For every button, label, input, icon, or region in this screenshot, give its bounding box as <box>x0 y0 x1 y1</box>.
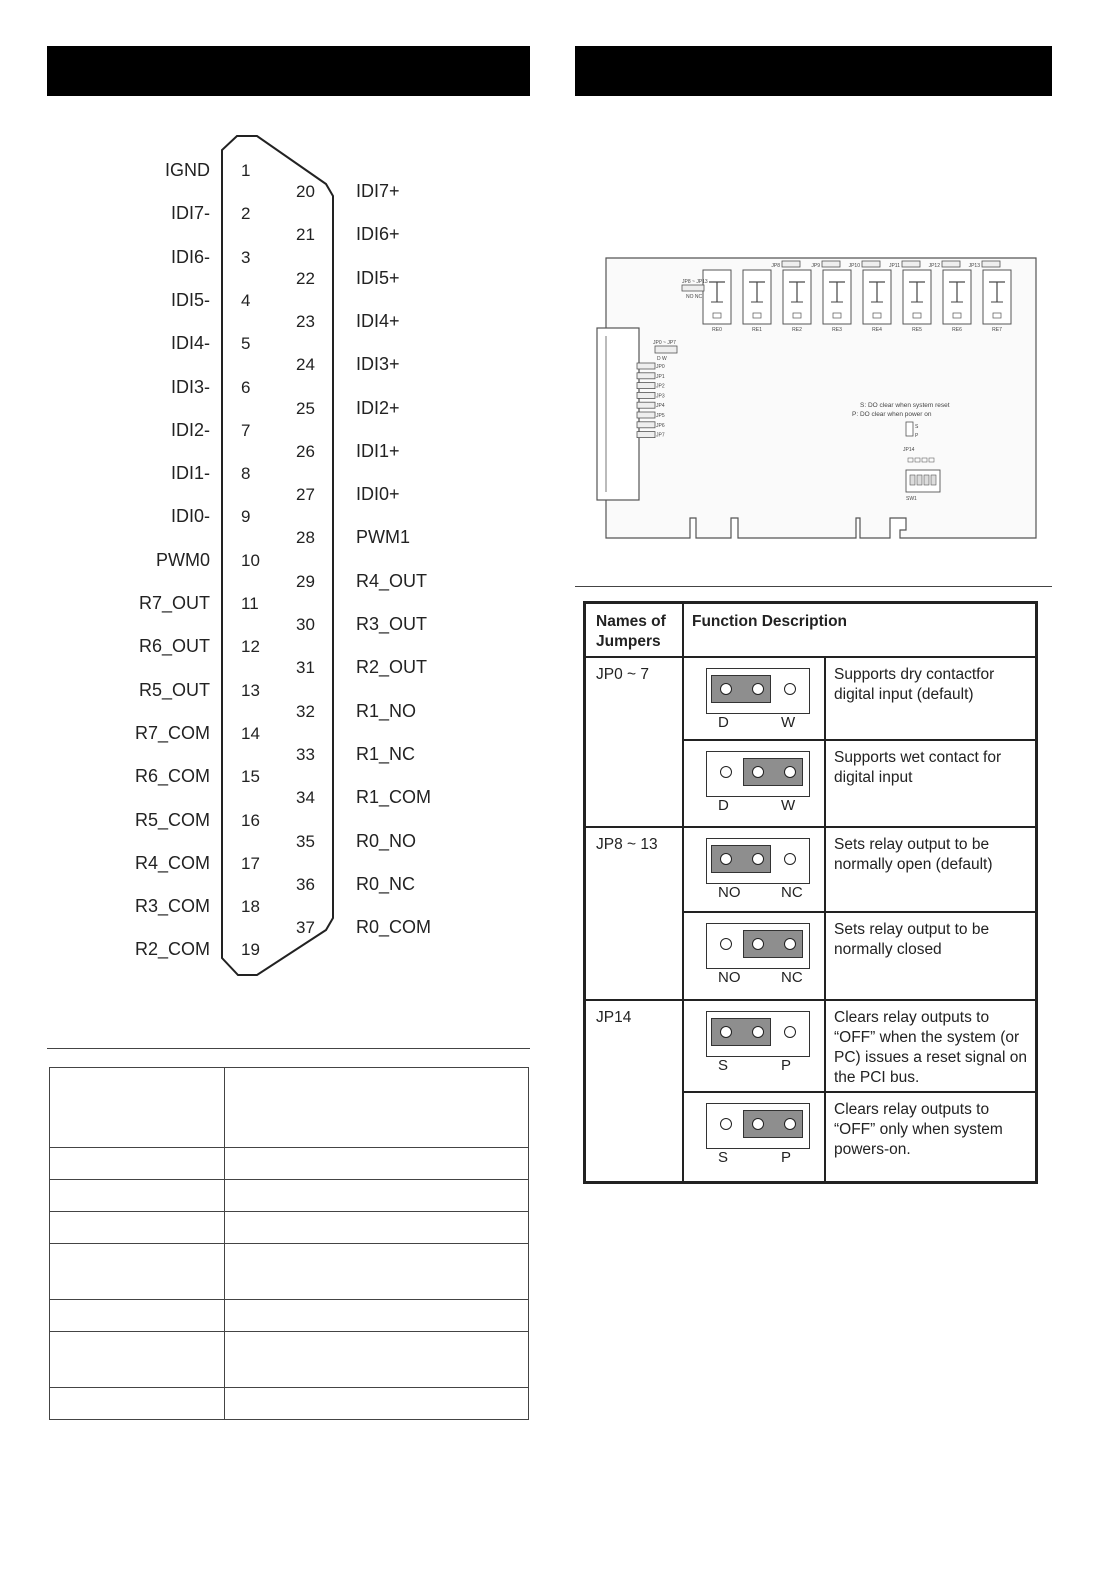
jumper-left-label: NO <box>718 969 741 986</box>
jp-group-left-label: JP0 ~ JP7 <box>653 340 676 346</box>
top-jumper-label: JP13 <box>968 263 980 269</box>
pin-number-right: 31 <box>296 658 315 678</box>
pin-signal-right: R1_NO <box>356 700 417 721</box>
jumper-pin-icon <box>752 1118 764 1130</box>
top-jumper-label: JP8 <box>771 263 780 269</box>
relay-label: RE6 <box>952 327 962 333</box>
jumper-settings-table <box>583 601 1038 1184</box>
left-jumper-label: JP0 <box>656 364 665 370</box>
board-note-reset: S: DO clear when system reset <box>860 402 950 409</box>
jp-group-top-label: JP8 ~ JP13 <box>682 279 708 285</box>
pin-number-left: 1 <box>241 161 251 180</box>
pin-number-right: 33 <box>296 744 315 764</box>
jumper-left-label: S <box>718 1149 729 1166</box>
pin-number-right: 27 <box>296 485 315 505</box>
left-jumper <box>637 402 665 409</box>
left-jumper-label: JP5 <box>656 413 665 419</box>
left-jumper-label: JP1 <box>656 373 665 380</box>
left-jumper <box>637 383 665 390</box>
relay-block <box>783 270 811 333</box>
pin-number-left: 10 <box>241 550 260 570</box>
pin-number-left: 14 <box>241 723 260 743</box>
pin-signal-right: R3_OUT <box>356 614 428 634</box>
pin-signal-left: IDI4- <box>170 333 210 354</box>
left-jumper <box>637 432 665 439</box>
pin-number-right: 34 <box>296 788 315 808</box>
pin-signal-left: R7_COM <box>134 722 210 743</box>
jumper-pin-icon <box>720 1118 732 1130</box>
pin-number-left: 9 <box>241 507 251 527</box>
pin-number-right: 32 <box>296 701 315 721</box>
jumper-left-label: S <box>718 1057 729 1074</box>
relay-label: RE1 <box>752 327 762 333</box>
desc-jp0-7-dry: Supports dry contactfor digital input (default) <box>834 666 995 703</box>
top-jumper-label: JP10 <box>848 263 860 269</box>
left-jumper <box>637 392 665 399</box>
jumper-right-label: W <box>781 797 796 814</box>
jumper-pin-icon <box>720 1026 732 1038</box>
pin-number-left: 3 <box>241 247 251 267</box>
pin-signal-left: IDI0- <box>170 506 210 527</box>
pin-signal-right: IDI5+ <box>356 267 400 288</box>
header-function-description: Function Description <box>692 613 847 630</box>
jumper-pin-icon <box>752 1026 764 1038</box>
desc-jp0-7-wet: Supports wet contact for digital input <box>834 749 1002 786</box>
pin-signal-left: R6_COM <box>134 766 210 787</box>
left-jumper-label: JP7 <box>656 432 665 439</box>
pin-number-left: 2 <box>241 204 251 224</box>
pin-signal-right: IDI0+ <box>356 484 400 505</box>
jumper-right-label: P <box>781 1057 792 1074</box>
pin-number-right: 30 <box>296 615 315 634</box>
pin-signal-right: R4_OUT <box>356 570 428 591</box>
relay-label: RE0 <box>712 327 722 333</box>
relay-label: RE7 <box>992 327 1002 333</box>
left-jumper-label: JP6 <box>656 422 665 429</box>
pin-signal-left: R5_OUT <box>138 679 210 700</box>
relay-label: RE4 <box>872 327 882 333</box>
jumper-pin-icon <box>784 938 796 950</box>
header-names-of-jumpers: Names of Jumpers <box>596 613 666 650</box>
pin-number-left: 12 <box>241 637 260 657</box>
jumper-pin-icon <box>784 683 796 695</box>
pin-signal-right: R0_COM <box>356 917 432 938</box>
pin-number-right: 36 <box>296 874 315 894</box>
pin-number-right: 35 <box>296 831 315 851</box>
jumper-pin-icon <box>784 1118 796 1130</box>
jumper-left-label: D <box>718 797 729 814</box>
jumper-right-label: NC <box>781 884 803 901</box>
sw1-label: SW1 <box>906 496 917 502</box>
left-jumper-label: JP2 <box>656 383 665 390</box>
jumper-right-label: NC <box>781 969 803 986</box>
relay-block <box>903 270 931 333</box>
jp14-s-label: S <box>915 424 919 430</box>
jumper-right-label: W <box>781 714 796 731</box>
pin-number-left: 4 <box>241 290 251 310</box>
jumper-pin-icon <box>752 683 764 695</box>
jumper-pin-icon <box>720 853 732 865</box>
jumper-pictogram <box>706 1011 810 1057</box>
pin-number-right: 37 <box>296 918 315 938</box>
pin-signal-left: IDI1- <box>170 463 210 484</box>
pin-signal-left: R2_COM <box>134 939 210 960</box>
pin-number-left: 18 <box>241 897 260 917</box>
db37-connector-outline <box>0 0 560 1000</box>
relay-label: RE2 <box>792 327 802 333</box>
left-jumper-label: JP4 <box>656 403 665 410</box>
pin-number-left: 6 <box>241 377 251 397</box>
left-section-divider <box>47 1048 530 1049</box>
pin-signal-right: IDI7+ <box>356 181 400 201</box>
pin-signal-left: IGND <box>165 160 210 180</box>
pin-number-right: 20 <box>296 182 315 201</box>
pin-signal-left: IDI7- <box>170 203 210 224</box>
pin-number-right: 21 <box>296 225 315 245</box>
pin-number-right: 22 <box>296 268 315 288</box>
pin-signal-left: IDI6- <box>170 246 210 267</box>
jumper-pin-icon <box>720 938 732 950</box>
pin-signal-left: PWM0 <box>156 549 210 570</box>
pin-signal-left: IDI2- <box>170 419 210 440</box>
jumper-pin-icon <box>720 766 732 778</box>
jumper-pin-icon <box>784 1026 796 1038</box>
pin-signal-right: IDI6+ <box>356 224 400 245</box>
jumper-pictogram <box>706 1103 810 1149</box>
left-jumper <box>637 412 665 419</box>
jp-group-top-sub: NO NC <box>686 294 703 300</box>
jp14-board-label: JP14 <box>903 447 915 453</box>
pin-number-left: 11 <box>241 594 259 613</box>
pin-number-right: 28 <box>296 528 315 548</box>
empty-spec-table <box>49 1067 529 1420</box>
board-note-power: P: DO clear when power on <box>852 411 932 418</box>
pin-signal-right: IDI1+ <box>356 440 400 461</box>
pin-signal-right: IDI4+ <box>356 310 400 331</box>
pin-number-right: 29 <box>296 571 315 591</box>
right-section-divider <box>575 586 1052 587</box>
pin-signal-right: IDI2+ <box>356 397 400 418</box>
group-name-jp0-7: JP0 ~ 7 <box>596 666 649 683</box>
pin-signal-left: IDI3- <box>170 376 210 397</box>
pin-number-left: 19 <box>241 940 260 960</box>
relay-label: RE5 <box>912 327 922 333</box>
pin-number-left: 7 <box>241 420 251 440</box>
pin-signal-left: R7_OUT <box>138 593 210 613</box>
jumper-pin-icon <box>752 766 764 778</box>
jumper-pin-icon <box>752 853 764 865</box>
jumper-pin-icon <box>784 853 796 865</box>
jumper-pin-icon <box>784 766 796 778</box>
pin-number-right: 25 <box>296 398 315 418</box>
left-jumper <box>637 422 665 429</box>
relay-block <box>863 270 891 333</box>
group-name-jp14: JP14 <box>596 1009 632 1026</box>
desc-jp8-13-open: Sets relay output to be normally open (default) <box>834 836 993 873</box>
jumper-pictogram <box>706 838 810 884</box>
group-name-jp8-13: JP8 ~ 13 <box>596 836 658 853</box>
desc-jp14-power: Clears relay outputs to “OFF” only when system powers-on. <box>834 1101 1003 1158</box>
right-section-header-bar <box>575 46 1052 96</box>
pin-signal-right: R0_NC <box>356 873 416 894</box>
pin-signal-right: R1_NC <box>356 743 416 764</box>
relay-block <box>743 270 771 333</box>
left-jumper <box>637 373 665 380</box>
pin-signal-left: R5_COM <box>134 809 210 830</box>
jumper-pictogram <box>706 751 810 797</box>
jumper-pictogram <box>706 923 810 969</box>
pin-signal-right: PWM1 <box>356 527 410 548</box>
relay-block <box>983 270 1011 333</box>
left-jumper <box>637 363 665 370</box>
pin-number-left: 13 <box>241 680 260 700</box>
relay-block <box>943 270 971 333</box>
jp14-p-label: P <box>915 433 919 439</box>
pin-signal-right: R2_OUT <box>356 657 428 678</box>
jumper-right-label: P <box>781 1149 792 1166</box>
board-layout-diagram <box>590 250 1050 550</box>
jumper-left-label: NO <box>718 884 741 901</box>
top-jumper-label: JP11 <box>888 263 900 269</box>
desc-jp14-reset: Clears relay outputs to “OFF” when the system (or PC) issues a reset signal on the PCI bus. <box>834 1009 1027 1086</box>
relay-block <box>823 270 851 333</box>
pin-number-left: 5 <box>241 334 251 354</box>
pin-signal-left: IDI5- <box>170 289 210 310</box>
jp-group-left-sub: D W <box>657 356 667 362</box>
pin-number-right: 23 <box>296 311 315 331</box>
pin-number-right: 26 <box>296 441 315 461</box>
pin-number-left: 17 <box>241 853 260 873</box>
top-jumper-label: JP9 <box>811 263 820 269</box>
pin-signal-right: R0_NO <box>356 830 417 851</box>
pin-number-left: 16 <box>241 810 260 830</box>
left-jumper-label: JP3 <box>656 393 665 400</box>
pin-signal-left: R4_COM <box>134 852 210 873</box>
jumper-pin-icon <box>720 683 732 695</box>
relay-label: RE3 <box>832 327 842 333</box>
top-jumper-label: JP12 <box>928 263 940 269</box>
pin-signal-left: R6_OUT <box>138 636 210 657</box>
desc-jp8-13-closed: Sets relay output to be normally closed <box>834 921 990 958</box>
jumper-left-label: D <box>718 714 729 731</box>
jumper-pictogram <box>706 668 810 714</box>
pin-number-right: 24 <box>296 355 315 375</box>
pin-signal-right: IDI3+ <box>356 354 400 375</box>
pin-number-left: 8 <box>241 464 251 484</box>
pin-signal-left: R3_COM <box>134 896 210 917</box>
jumper-pin-icon <box>752 938 764 950</box>
pin-signal-right: R1_COM <box>356 787 432 808</box>
pin-number-left: 15 <box>241 767 260 787</box>
